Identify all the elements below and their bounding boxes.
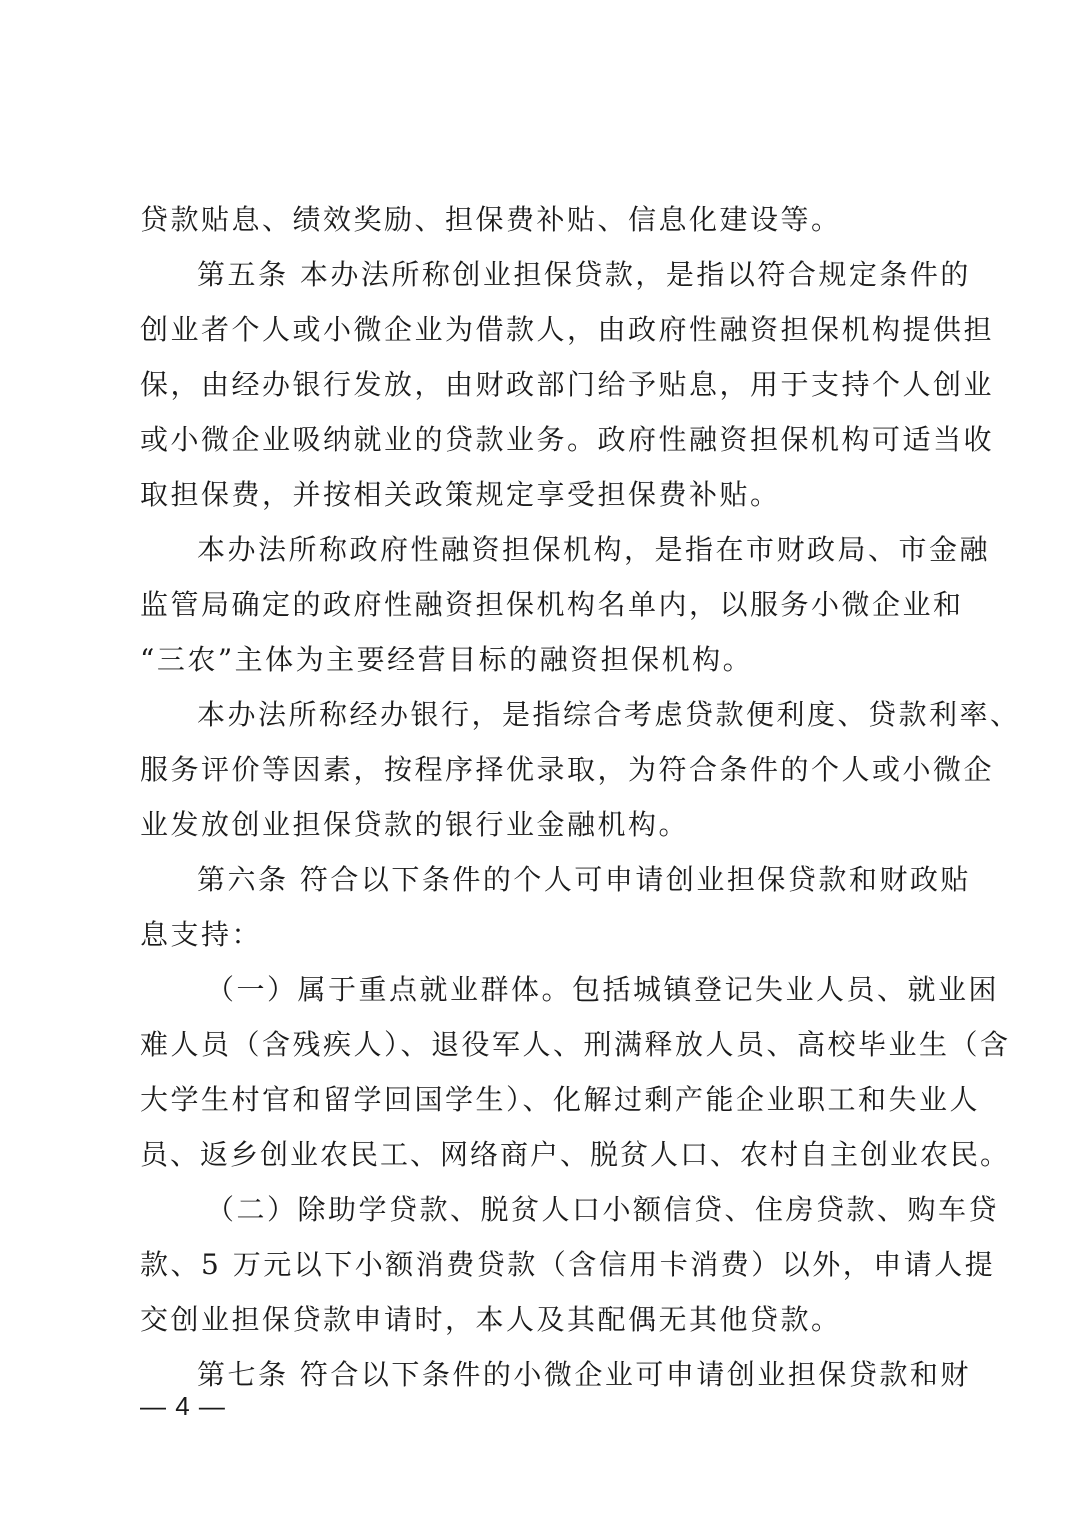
paragraph-start-line: 本办法所称经办银行，是指综合考虑贷款便利度、贷款利率、 <box>197 698 1021 731</box>
text-line: 创业者个人或小微企业为借款人，由政府性融资担保机构提供担 <box>140 313 995 346</box>
text-line: “三农”主体为主要经营目标的融资担保机构。 <box>140 643 754 676</box>
text-line: 款、5 万元以下小额消费贷款（含信用卡消费）以外，申请人提 <box>140 1248 996 1281</box>
page-number: — 4 — <box>140 1391 226 1421</box>
text-line: 业发放创业担保贷款的银行业金融机构。 <box>140 808 690 841</box>
article-7-heading-line: 第七条 符合以下条件的小微企业可申请创业担保贷款和财 <box>197 1358 971 1391</box>
paragraph-start-line: 本办法所称政府性融资担保机构，是指在市财政局、市金融 <box>197 533 991 566</box>
text-line: 难人员（含残疾人）、退役军人、刑满释放人员、高校毕业生（含 <box>140 1028 1011 1061</box>
text-line: 或小微企业吸纳就业的贷款业务。政府性融资担保机构可适当收 <box>140 423 995 456</box>
text-line: 服务评价等因素，按程序择优录取，为符合条件的个人或小微企 <box>140 753 995 786</box>
text-line: 取担保费，并按相关政策规定享受担保费补贴。 <box>140 478 781 511</box>
list-item-1-line: （一）属于重点就业群体。包括城镇登记失业人员、就业困 <box>206 973 1000 1006</box>
article-6-heading-line: 第六条 符合以下条件的个人可申请创业担保贷款和财政贴 <box>197 863 971 896</box>
text-line: 员、返乡创业农民工、网络商户、脱贫人口、农村自主创业农民。 <box>140 1138 1011 1171</box>
text-line: 保，由经办银行发放，由财政部门给予贴息，用于支持个人创业 <box>140 368 995 401</box>
document-body <box>140 192 1021 1402</box>
article-5-heading-line: 第五条 本办法所称创业担保贷款，是指以符合规定条件的 <box>197 258 971 291</box>
text-line: 息支持： <box>140 918 263 951</box>
list-item-2-line: （二）除助学贷款、脱贫人口小额信贷、住房贷款、购车贷 <box>206 1193 1000 1226</box>
text-line: 交创业担保贷款申请时，本人及其配偶无其他贷款。 <box>140 1303 842 1336</box>
text-line: 监管局确定的政府性融资担保机构名单内，以服务小微企业和 <box>140 588 964 621</box>
text-line: 大学生村官和留学回国学生）、化解过剩产能企业职工和失业人 <box>140 1083 981 1116</box>
text-line: 贷款贴息、绩效奖励、担保费补贴、信息化建设等。 <box>140 203 842 236</box>
